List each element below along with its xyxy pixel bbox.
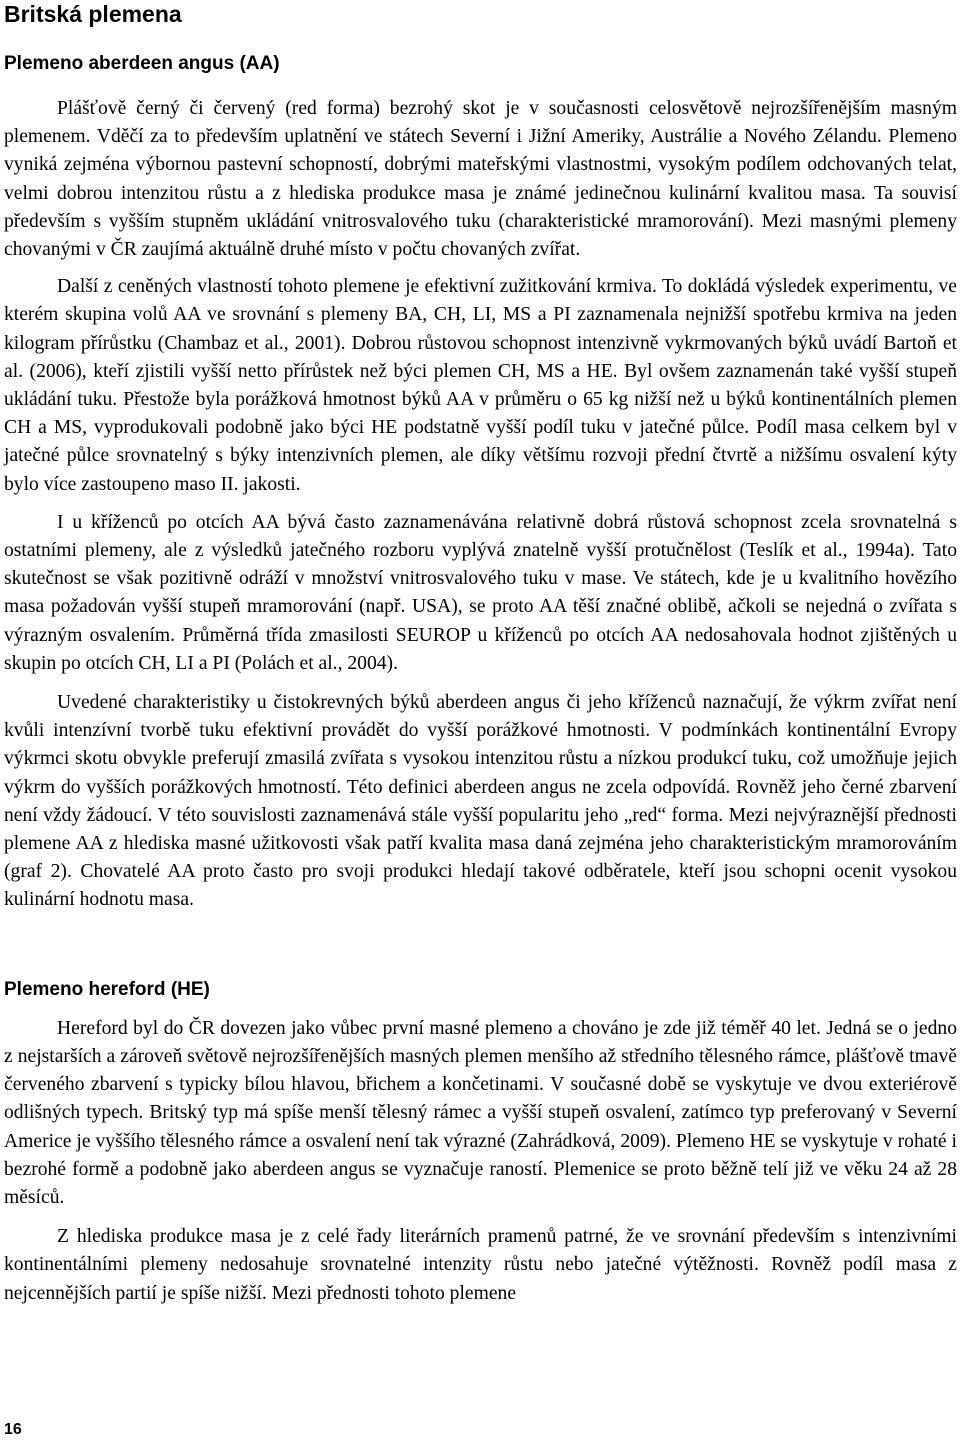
page-number: 16 bbox=[4, 1421, 22, 1438]
paragraph: Hereford byl do ČR dovezen jako vůbec první masné plemeno a chováno je zde již téměř 40 let. Jedná se o jedno z nejstarších a zároveň světově nejrozšířenějších masných plemen menšího až středního tělesného rámce, plášťově tmavě červeného zbarvení s typicky bílou hlavou, břichem a končetinami. V současné době se vyskytuje ve dvou exteriérově odlišných typech. Britský typ má spíše menší tělesný rámec a vyšší stupeň osvalení, zatímco typ preferovaný v Severní Americe je vyššího tělesného rámce a osvalení není tak výrazné (Zahrádková, 2009). Plemeno HE se vyskytuje v rohaté i bezrohé formě a podobně jako aberdeen angus se vyznačuje raností. Plemenice se proto běžně telí již ve věku 24 až 28 měsíců. bbox=[4, 1017, 957, 1208]
paragraph: Uvedené charakteristiky u čistokrevných býků aberdeen angus či jeho kříženců naznačují, že výkrm zvířat není kvůli intenzívní tvorbě tuku efektivní provádět do vyšší porážkové hmotnosti. V podmínkách kontinentální Evropy výkrmci skotu obvykle preferují zmasilá zvířata s vysokou intenzitou růstu a nízkou produkcí tuku, což umožňuje jejich výkrm do vyšších porážkových hmotností. Této definici aberdeen angus ne zcela odpovídá. Rovněž jeho černé zbarvení není vždy žádoucí. V této souvislosti zaznamenává stále vyšší popularitu jeho „red“ forma. Mezi nejvýraznější přednosti plemene AA z hlediska masné užitkovosti však patří kvalita masa daná zejména jeho charakteristickým mramorováním (graf 2). Chovatelé AA proto často pro svoji produkci hledají takové odběratele, kteří jsou schopni ocenit vysokou kulinární hodnotu masa. bbox=[4, 692, 957, 911]
paragraph: Z hlediska produkce masa je z celé řady literárních pramenů patrné, že ve srovnání především s intenzivními kontinentálními plemeny nedosahuje srovnatelné intenzity růstu nebo jatečné výtěžnosti. Rovněž podíl masa z nejcennějších partií je spíše nižší. Mezi přednosti tohoto plemene bbox=[4, 1226, 957, 1304]
paragraph: Další z ceněných vlastností tohoto plemene je efektivní zužitkování krmiva. To dokládá výsledek experimentu, ve kterém skupina volů AA ve srovnání s plemeny BA, CH, LI, MS a PI zaznamenala nejnižší spotřebu krmiva na jeden kilogram přírůstku (Chambaz et al., 2001). Dobrou růstovou schopnost intenzivně vykrmovaných býků uvádí Bartoň et al. (2006), kteří zjistili vyšší netto přírůstek než býci plemen CH, MS a HE. Byl ovšem zaznamenán také vyšší stupeň ukládání tuku. Přestože byla porážková hmotnost býků AA v průměru o 65 kg nižší než u býků kontinentálních plemen CH a MS, vyprodukovali podobně jako býci HE podstatně vyšší podíl tuku v jatečné půlce. Podíl masa celkem byl v jatečné půlce srovnatelný s býky intenzivních plemen, ale díky většímu rozvoji přední čtvrtě a nižšímu osvalení kýty bylo více zastoupeno maso II. jakosti. bbox=[4, 276, 957, 495]
paragraph: Plášťově černý či červený (red forma) bezrohý skot je v současnosti celosvětově nejrozšířenějším masným plemenem. Vděčí za to především uplatnění ve státech Severní i Jižní Ameriky, Austrálie a Nového Zélandu. Plemeno vyniká zejména výbornou pastevní schopností, dobrými mateřskými vlastnostmi, vysokým podílem odchovaných telat, velmi dobrou intenzitou růstu a z hlediska produkce masa je známé jedinečnou kulinární kvalitou masa. Ta souvisí především s vyšším stupněm ukládání vnitrosvalového tuku (charakteristické mramorování). Mezi masnými plemeny chovanými v ČR zaujímá aktuálně druhé místo v počtu chovaných zvířat. bbox=[4, 98, 957, 261]
section-heading-aberdeen-angus: Plemeno aberdeen angus (AA) bbox=[4, 53, 280, 74]
document-page bbox=[4, 0, 957, 1308]
paragraph: I u kříženců po otcích AA bývá často zaznamenávána relativně dobrá růstová schopnost zcela srovnatelná s ostatními plemeny, ale z výsledků jatečného rozboru vyplývá znatelně vyšší protučnělost (Teslík et al., 1994a). Tato skutečnost se však pozitivně odráží v množství vnitrosvalového tuku v mase. Ve státech, kde je u kvalitního hovězího masa požadován vyšší stupeň mramorování (např. USA), se proto AA těší značné oblibě, ačkoli se nejedná o zvířata s výrazným osvalením. Průměrná třída zmasilosti SEUROP u kříženců po otcích AA nedosahovala hodnot zjištěných u skupin po otcích CH, LI a PI (Polách et al., 2004). bbox=[4, 511, 957, 674]
page-title: Britská plemena bbox=[4, 1, 182, 27]
section-heading-hereford: Plemeno hereford (HE) bbox=[4, 978, 210, 1000]
